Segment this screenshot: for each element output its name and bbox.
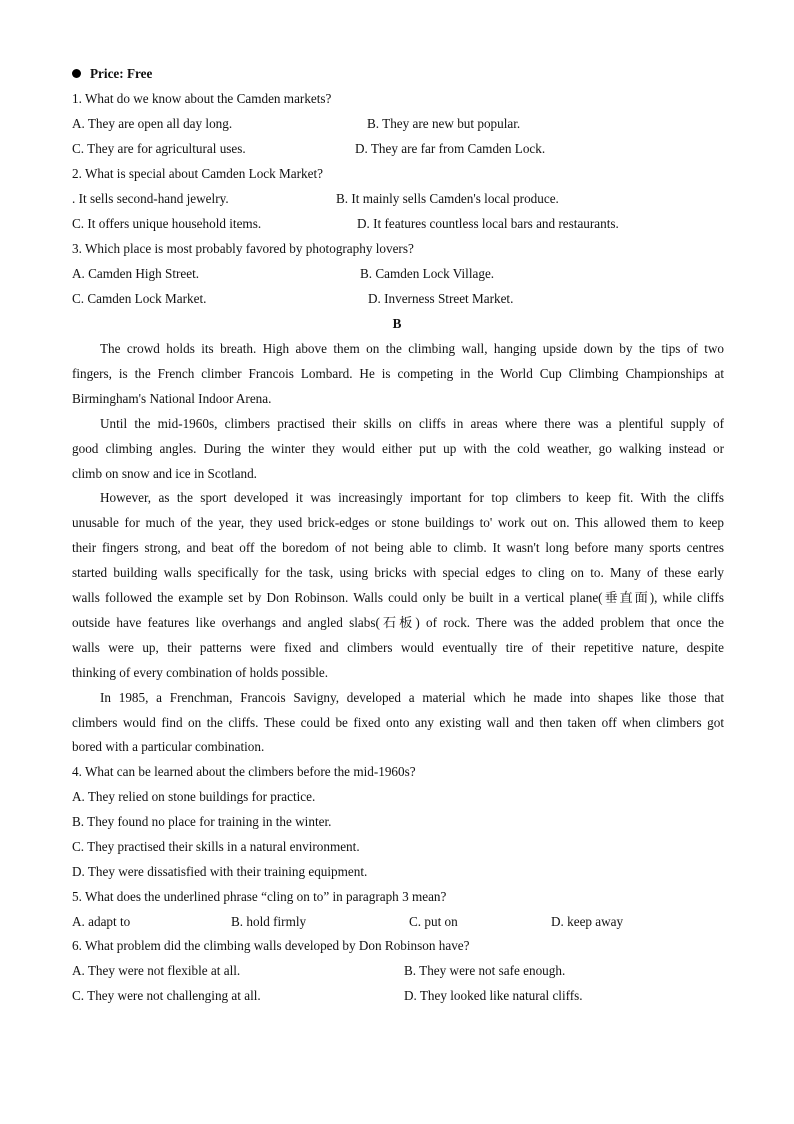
passage-line: walls were up, their patterns were fixed and climbers would eventually tire of their repetitive nature, despite [72, 640, 724, 655]
question-4-stem: 4. What can be learned about the climbers before the mid-1960s? [72, 764, 416, 779]
question-1-stem: 1. What do we know about the Camden markets? [72, 91, 332, 106]
q1-option-a: A. They are open all day long. [72, 116, 233, 131]
q2-option-b: B. It mainly sells Camden's local produce. [336, 191, 559, 206]
q4-option-b: B. They found no place for training in the winter. [72, 814, 332, 829]
passage-line: The crowd holds its breath. High above them on the climbing wall, hanging upside down by the tips of two [100, 341, 724, 356]
q5-option-d: D. keep away [551, 914, 624, 929]
section-heading: B [392, 316, 402, 331]
question-5-stem: 5. What does the underlined phrase “cling on to” in paragraph 3 mean? [72, 889, 447, 904]
q6-option-c: C. They were not challenging at all. [72, 988, 261, 1003]
passage-line: climbers would find on the cliffs. These could be fixed onto any existing wall and then taken off when climbers got [72, 715, 724, 730]
q4-option-a: A. They relied on stone buildings for practice. [72, 789, 316, 804]
question-2-stem: 2. What is special about Camden Lock Market? [72, 166, 323, 181]
q3-option-d: D. Inverness Street Market. [368, 291, 514, 306]
q4-option-d: D. They were dissatisfied with their training equipment. [72, 864, 368, 879]
passage-line: However, as the sport developed it was increasingly important for top climbers to keep fit. With the cliffs [100, 490, 724, 505]
passage-line: Birmingham's National Indoor Arena. [72, 391, 272, 406]
price-line [72, 66, 152, 82]
bullet-icon [72, 69, 81, 78]
q2-option-d: D. It features countless local bars and restaurants. [357, 216, 619, 231]
q5-option-a: A. adapt to [72, 914, 131, 929]
passage-line: thinking of every combination of holds possible. [72, 665, 329, 680]
passage-line: bored with a particular combination. [72, 739, 265, 754]
passage-line: In 1985, a Frenchman, Francois Savigny, developed a material which he made into shapes like those that [100, 690, 724, 705]
passage-line: their fingers strong, and beat off the boredom of not being able to climb. It wasn't long before many sports centres [72, 540, 724, 555]
passage-line: started building walls specifically for the task, using bricks with special edges to cling on to. Many of these early [72, 565, 724, 580]
q5-option-c: C. put on [409, 914, 458, 929]
question-6-stem: 6. What problem did the climbing walls developed by Don Robinson have? [72, 938, 470, 953]
q3-option-c: C. Camden Lock Market. [72, 291, 207, 306]
q6-option-b: B. They were not safe enough. [404, 963, 566, 978]
question-3-stem: 3. Which place is most probably favored by photography lovers? [72, 241, 414, 256]
q3-option-b: B. Camden Lock Village. [360, 266, 495, 281]
q6-option-d: D. They looked like natural cliffs. [404, 988, 583, 1003]
q1-option-d: D. They are far from Camden Lock. [355, 141, 546, 156]
q2-option-c: C. It offers unique household items. [72, 216, 262, 231]
passage-line: outside have features like overhangs and angled slabs(石板) of rock. There was the added problem that once the [72, 615, 724, 630]
q1-option-c: C. They are for agricultural uses. [72, 141, 246, 156]
q4-option-c: C. They practised their skills in a natural environment. [72, 839, 360, 854]
passage-line: walls followed the example set by Don Robinson. Walls could only be built in a vertical plane(垂直面), while cliffs [72, 590, 724, 605]
q2-option-a: . It sells second-hand jewelry. [72, 191, 229, 206]
passage-line: fingers, is the French climber Francois Lombard. He is competing in the World Cup Climbing Championships at [72, 366, 724, 381]
passage-line: Until the mid-1960s, climbers practised their skills on cliffs in areas where there was a plentiful supply of [100, 416, 724, 431]
q1-option-b: B. They are new but popular. [367, 116, 521, 131]
q5-option-b: B. hold firmly [231, 914, 307, 929]
q3-option-a: A. Camden High Street. [72, 266, 200, 281]
passage-line: climb on snow and ice in Scotland. [72, 466, 257, 481]
price-label: Price: Free [90, 66, 153, 81]
q6-option-a: A. They were not flexible at all. [72, 963, 241, 978]
passage-line: good climbing angles. During the winter they would either put up with the cold weather, go walking instead or [72, 441, 724, 456]
passage-line: unusable for much of the year, they used brick-edges or stone buildings to' work out on. This allowed them to keep [72, 515, 724, 530]
